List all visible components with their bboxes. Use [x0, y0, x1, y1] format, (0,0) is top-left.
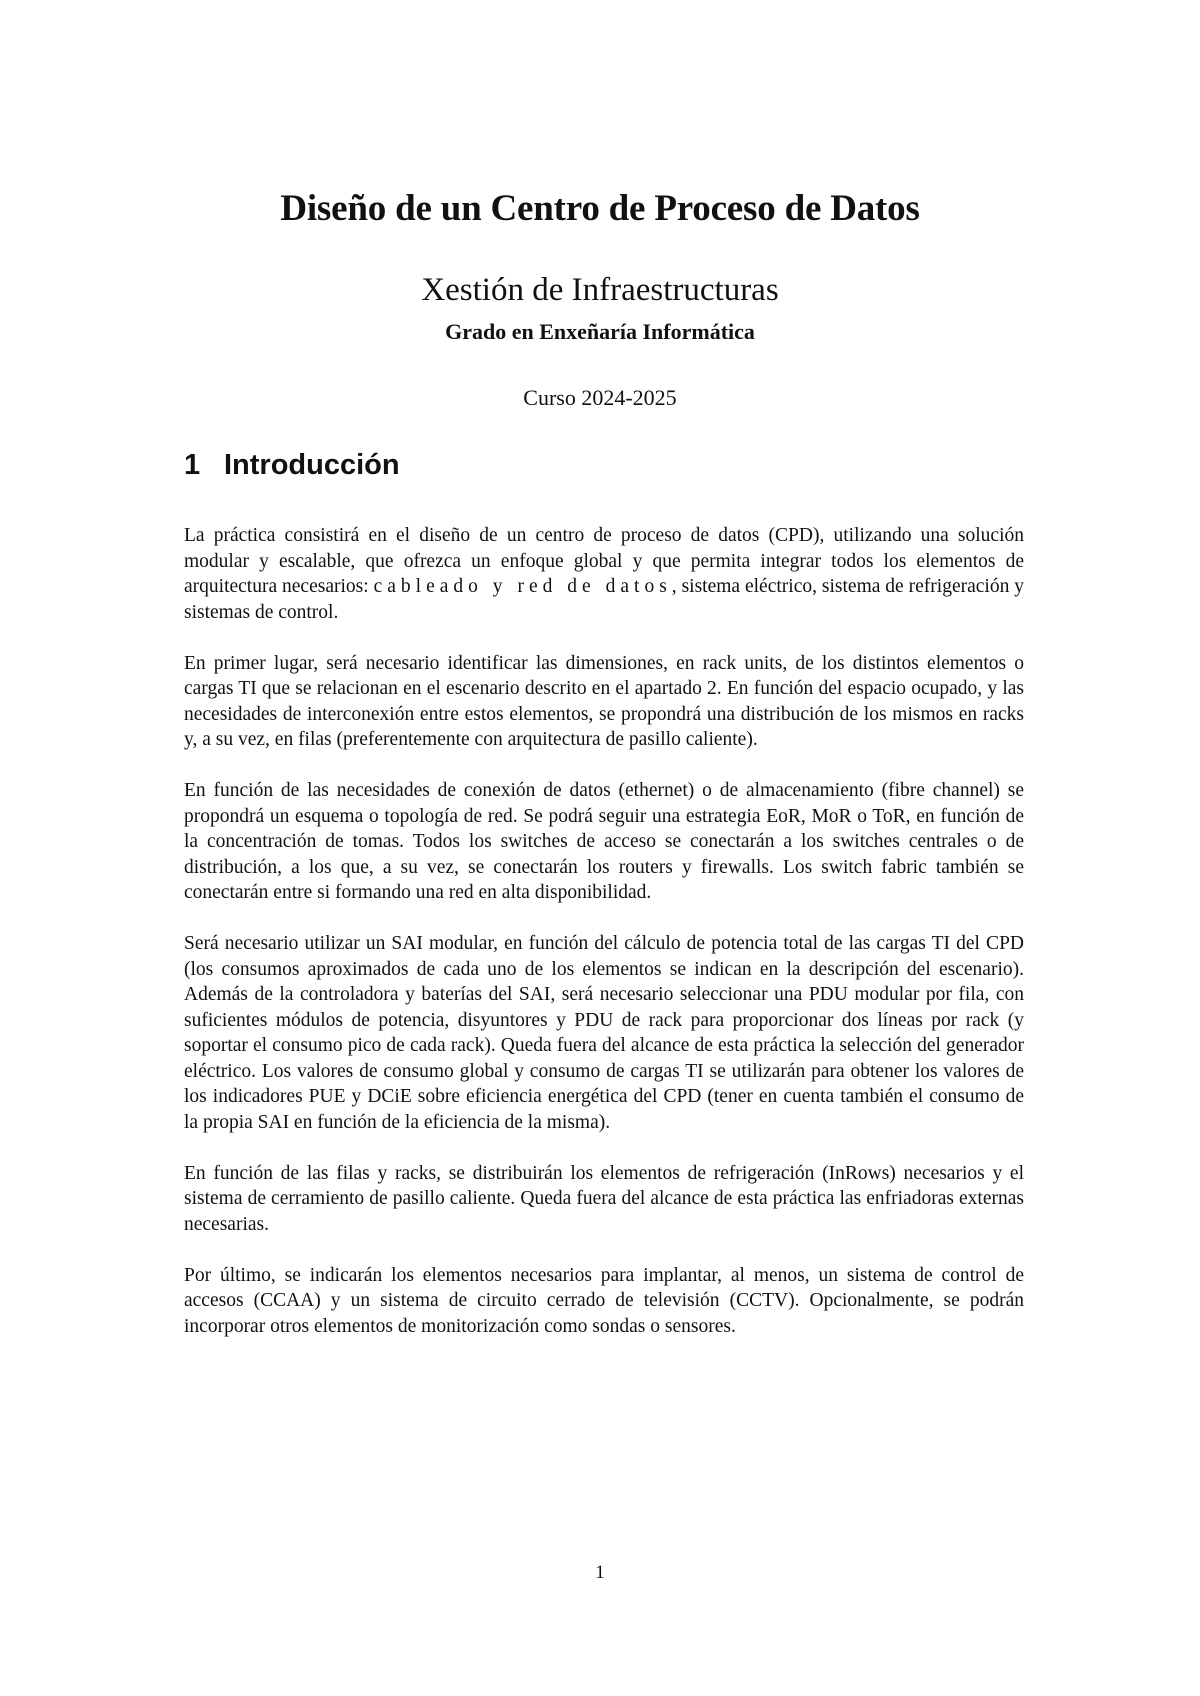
section-heading [184, 449, 400, 482]
paragraph-3: En función de las necesidades de conexión de datos (ethernet) o de almacenamiento (fibre channel) se propondrá un esquema o topología de red. Se podrá seguir una estrategia EoR, MoR o ToR, en función de la concentración de tomas. Todos los switches de acceso se conectarán a los switches centrales o de distribución, a los que, a su vez, se conectarán los routers y firewalls. Los switch fabric también se conectarán entre si formando una red en alta disponibilidad. [184, 780, 1024, 903]
document-title: Diseño de un Centro de Proceso de Datos [280, 188, 920, 229]
paragraph-1-text-start: La práctica consistirá en el diseño de un centro de proceso de datos (CPD), utilizando una solución modular y escalable, que ofrezca un enfoque global y que permita integrar todos los elementos de arquitectura necesarios: [184, 525, 1024, 597]
section-title: Introducción [224, 449, 400, 481]
paragraph-6: Por último, se indicarán los elementos necesarios para implantar, al menos, un sistema de control de accesos (CCAA) y un sistema de circuito cerrado de televisión (CCTV). Opcionalmente, se podrán incorporar otros elementos de monitorización como sondas o sensores. [184, 1264, 1024, 1337]
page-number: 1 [595, 1562, 605, 1583]
paragraph-5: En función de las filas y racks, se distribuirán los elementos de refrigeración (InRows) necesarios y el sistema de cerramiento de pasillo caliente. Queda fuera del alcance de esta práctica las enfriadoras externas necesarias. [184, 1162, 1024, 1235]
paragraph-1 [184, 523, 1024, 625]
paragraph-1-text-end: , sistema eléctrico, sistema de refrigeración y sistemas de control. [184, 576, 1024, 623]
paragraph-2: En primer lugar, será necesario identificar las dimensiones, en rack units, de los distintos elementos o cargas TI que se relacionan en el escenario descrito en el apartado 2. En función del espacio ocupado, y las necesidades de interconexión entre estos elementos, se propondrá una distribución de los mismos en racks y, a su vez, en filas (preferentemente con arquitectura de pasillo caliente). [184, 652, 1024, 750]
section-body [184, 523, 1024, 1365]
paragraph-4: Será necesario utilizar un SAI modular, en función del cálculo de potencia total de las cargas TI del CPD (los consumos aproximados de cada uno de los elementos se indican en la descripción del escenario). Además de la controladora y baterías del SAI, será necesario seleccionar una PDU modular por fila, con suficientes módulos de potencia, disyuntores y PDU de rack para proporcionar dos líneas por rack (y soportar el consumo pico de cada rack). Queda fuera del alcance de esta práctica la selección del generador eléctrico. Los valores de consumo global y consumo de cargas TI se utilizarán para obtener los valores de los indicadores PUE y DCiE sobre eficiencia energética del CPD (tener en cuenta también el consumo de la propia SAI en función de la eficiencia de la misma). [184, 933, 1024, 1133]
degree-name: Grado en Enxeñaría Informática [445, 319, 755, 344]
subject-name: Xestión de Infraestructuras [421, 272, 779, 308]
paragraph-1-spaced-text: cableado y red de datos [373, 576, 672, 597]
course-year: Curso 2024-2025 [523, 385, 677, 410]
section-number: 1 [184, 449, 201, 481]
